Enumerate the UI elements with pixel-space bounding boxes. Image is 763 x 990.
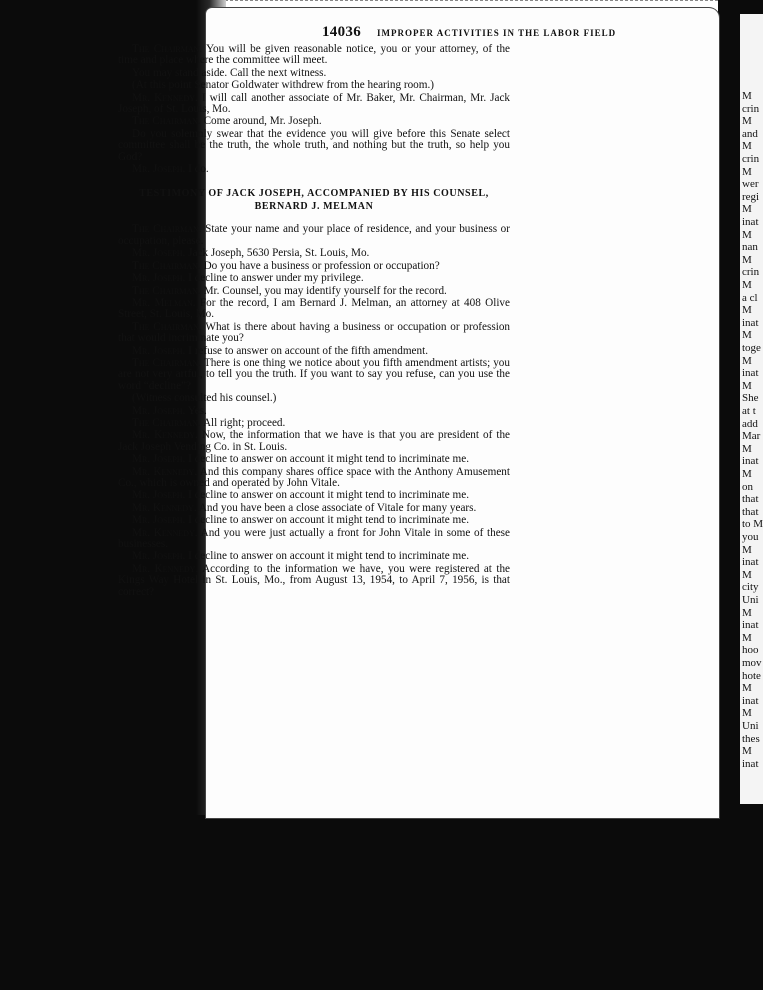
facing-page-text-fragment: M (742, 228, 752, 241)
facing-page-text-fragment: M (742, 354, 752, 367)
facing-page-text-fragment: M (742, 468, 752, 480)
speaker-name: Mr. Kennedy. (132, 91, 198, 104)
speaker-name: Mr. Melman. (132, 296, 196, 309)
facing-page-text-fragment: M (742, 631, 752, 644)
facing-page-text-fragment: M (742, 329, 752, 342)
speaker-name: Mr. Joseph. (132, 272, 186, 285)
bottom-scan-margin (0, 815, 763, 990)
paragraph-text: And you were just actually a front for John Vitale in some of these businesses. (118, 526, 510, 551)
paragraph-text: I decline to answer on account it might tend to incriminate me. (188, 514, 470, 527)
facing-page-text-fragment: to M (742, 518, 763, 531)
speaker-name: Mr. Kennedy. (132, 429, 198, 442)
transcript-paragraph (118, 564, 510, 598)
speaker-name: Mr. Joseph. (132, 344, 186, 357)
transcript-paragraph (118, 68, 510, 79)
facing-page-text-fragment: M (742, 606, 752, 619)
speaker-name: The Chairman. (132, 356, 202, 369)
transcript-paragraph (118, 164, 510, 175)
facing-page-text-fragment: inat (742, 694, 759, 707)
transcript-paragraph (118, 116, 510, 127)
transcript-paragraph (118, 515, 510, 526)
page-header (322, 24, 712, 41)
facing-page-text-fragment: M (742, 568, 752, 581)
paragraph-text: (At this point Senator Goldwater withdrew from the hearing room.) (132, 79, 434, 92)
facing-page-text-fragment: M (742, 379, 752, 392)
paragraph-text: Jack Joseph, 5630 Persia, St. Louis, Mo. (188, 247, 370, 260)
facing-page-text-fragment: wer (742, 178, 759, 191)
speaker-name: The Chairman. (132, 223, 202, 236)
facing-page-text-fragment: that (742, 493, 759, 506)
facing-page-text-fragment: M (742, 304, 752, 317)
speaker-name: The Chairman. (132, 259, 201, 272)
facing-page-text-fragment: inat (742, 556, 759, 569)
speaker-name: The Chairman. (132, 284, 201, 297)
facing-page-text-fragment: regi (742, 190, 760, 203)
facing-page-text-fragment: inat (742, 757, 759, 770)
paragraph-text: (Witness consulted his counsel.) (132, 392, 277, 405)
transcript-paragraph (118, 80, 510, 91)
facing-page-text-fragment: Uni (742, 594, 759, 606)
paragraph-text: I will call another associate of Mr. Baker, Mr. Chairman, Mr. Jack Joseph, of St. Louis, Mo. (118, 91, 511, 116)
facing-page-text-fragment: and (742, 127, 758, 140)
facing-page-text-fragment: Uni (742, 720, 759, 732)
facing-page-text-fragment: hote (742, 669, 761, 682)
paragraph-text: And this company shares office space with the Anthony Amusement Co., which is owned and operated by John Vitale. (118, 465, 510, 489)
facing-page-text-fragment: inat (742, 619, 759, 632)
facing-page-text-fragment: on (742, 480, 753, 493)
transcript-paragraph (118, 273, 510, 284)
transcript-paragraph (118, 286, 510, 297)
transcript-paragraph (118, 261, 510, 272)
transcript-paragraph (118, 346, 510, 357)
paragraph-text: For the record, I am Bernard J. Melman, an attorney at 408 Olive Street, St. Louis, Mo. (118, 296, 510, 321)
running-title: IMPROPER ACTIVITIES IN THE LABOR FIELD (377, 28, 617, 38)
paragraph-text: What is there about having a business or occupation or profession that would incriminate you? (118, 320, 511, 345)
facing-page-text-fragment: M (742, 253, 752, 266)
facing-page-text-fragment: M (742, 442, 752, 455)
paragraph-text: I do. (188, 163, 209, 176)
facing-page-text-fragment: M (742, 90, 752, 102)
facing-page-text-fragment: crin (742, 102, 760, 115)
facing-page-text-fragment: nan (742, 241, 758, 254)
paragraph-text: I refuse to answer on account of the fifth amendment. (188, 344, 428, 357)
facing-page-text-fragment: mov (742, 657, 762, 669)
transcript-paragraph (118, 93, 510, 116)
speaker-name: Mr. Joseph. (132, 404, 186, 417)
speaker-name: Mr. Joseph. (132, 453, 186, 466)
facing-page-text-fragment: M (742, 707, 752, 720)
facing-page-text-fragment: inat (742, 216, 759, 228)
transcript-paragraph (118, 44, 510, 67)
speaker-name: The Chairman. (132, 115, 201, 128)
transcript-paragraph (118, 430, 510, 453)
transcript-paragraph (118, 393, 510, 404)
paragraph-text: You may stand aside. Call the next witness. (132, 66, 327, 79)
facing-page-text-fragment: M (742, 140, 752, 153)
transcript-paragraph (118, 454, 510, 465)
paragraph-text: Do you solemnly swear that the evidence you will give before this Senate select committee shall be the truth, the whole truth, and nothing but the truth, so help you God? (118, 127, 510, 163)
facing-page-text-fragment: crin (742, 153, 760, 165)
facing-page-text-fragment: a cl (742, 291, 758, 304)
facing-page-text-fragment: M (742, 682, 752, 695)
transcript-paragraph (118, 129, 510, 163)
speaker-name: Mr. Joseph. (132, 163, 186, 176)
paragraph-text: Yes. (187, 404, 207, 417)
transcript-after-heading (118, 224, 510, 598)
paragraph-text: Come around, Mr. Joseph. (203, 115, 322, 128)
speaker-name: The Chairman. (132, 43, 203, 55)
paragraph-text: I decline to answer on account it might tend to incriminate me. (188, 453, 470, 466)
facing-page-text-fragment: toge (742, 342, 761, 354)
paragraph-text: Mr. Counsel, you may identify yourself for the record. (203, 284, 447, 297)
transcript-paragraph (118, 224, 510, 247)
facing-page-text-fragment: crin (742, 266, 760, 279)
paragraph-text: I decline to answer on account it might tend to incriminate me. (188, 550, 470, 563)
paragraph-text: You will be given reasonable notice, you or your attorney, of the time and place where the committee will meet. (118, 43, 511, 67)
page-body (118, 44, 510, 599)
speaker-name: Mr. Kennedy. (132, 465, 198, 478)
speaker-name: Mr. Kennedy. (132, 562, 199, 575)
transcript-paragraph (118, 551, 510, 562)
transcript-paragraph (118, 298, 510, 321)
facing-page-text-fragment: Mar (742, 430, 761, 443)
paragraph-text: Now, the information that we have is that you are president of the Jack Joseph Vending Co. in St. Louis. (118, 429, 511, 453)
facing-page-text-fragment: M (742, 279, 752, 291)
facing-page-text-fragment: city (742, 581, 759, 594)
speaker-name: Mr. Joseph. (132, 514, 186, 527)
paragraph-text: State your name and your place of residence, and your business or occupation, please. (118, 223, 511, 247)
paragraph-text: I decline to answer on account it might tend to incriminate me. (188, 489, 470, 502)
paragraph-text: I decline to answer under my privilege. (188, 272, 364, 285)
facing-page-text-fragment: thes (742, 732, 760, 745)
paragraph-text: Do you have a business or profession or occupation? (203, 259, 440, 272)
facing-page-text-fragment: M (742, 745, 752, 758)
paragraph-text: And you have been a close associate of Vitale for many years. (198, 501, 477, 514)
transcript-paragraph (118, 490, 510, 501)
facing-page-text-fragment: inat (742, 367, 759, 380)
page-number: 14036 (322, 24, 361, 40)
transcript-paragraph (118, 418, 510, 429)
facing-page-text-fragment: hoo (742, 644, 759, 657)
facing-page-text-fragment: you (742, 531, 759, 543)
speaker-name: Mr. Joseph. (132, 550, 186, 563)
facing-page-fragment (740, 14, 763, 804)
speaker-name: Mr. Joseph. (132, 489, 186, 502)
facing-page-text-fragment: inat (742, 455, 759, 468)
facing-page-text-fragment: that (742, 505, 759, 518)
paragraph-text: According to the information we have, you were registered at the Kings Way Hotel in St. Louis, Mo., from August 13, 1954, to April 7, 1956, is that correct? (118, 562, 511, 598)
facing-page-text-fragment: inat (742, 316, 759, 329)
speaker-name: The Chairman. (132, 416, 201, 429)
speaker-name: The Chairman. (132, 320, 202, 333)
facing-page-text-fragment: She (742, 392, 759, 405)
facing-page-text-fragment: at t (742, 405, 756, 417)
transcript-paragraph (118, 467, 510, 490)
transcript-paragraph (118, 503, 510, 514)
transcript-before-heading (118, 44, 510, 175)
facing-page-text-fragment: M (742, 165, 752, 178)
facing-page-text-fragment: add (742, 417, 758, 430)
speaker-name: Mr. Kennedy. (132, 526, 198, 539)
testimony-heading: TESTIMONY OF JACK JOSEPH, ACCOMPANIED BY HIS COUNSEL, BERNARD J. MELMAN (139, 188, 489, 213)
speaker-name: Mr. Joseph. (132, 247, 186, 260)
transcript-paragraph (118, 406, 510, 417)
transcript-paragraph (118, 248, 510, 259)
facing-page-text-fragment: M (742, 115, 752, 128)
transcript-paragraph (118, 358, 510, 392)
transcript-paragraph (118, 322, 510, 345)
transcript-paragraph (118, 528, 510, 551)
paragraph-text: There is one thing we notice about you fifth amendment artists; you are not very artful, to tell you the truth. If you want to say you refuse, can you use the word “decline”? (118, 356, 510, 392)
facing-page-text-fragment: M (742, 203, 752, 216)
paragraph-text: All right; proceed. (202, 416, 286, 429)
speaker-name: Mr. Kennedy. (132, 501, 197, 514)
facing-page-text-fragment: M (742, 543, 752, 556)
